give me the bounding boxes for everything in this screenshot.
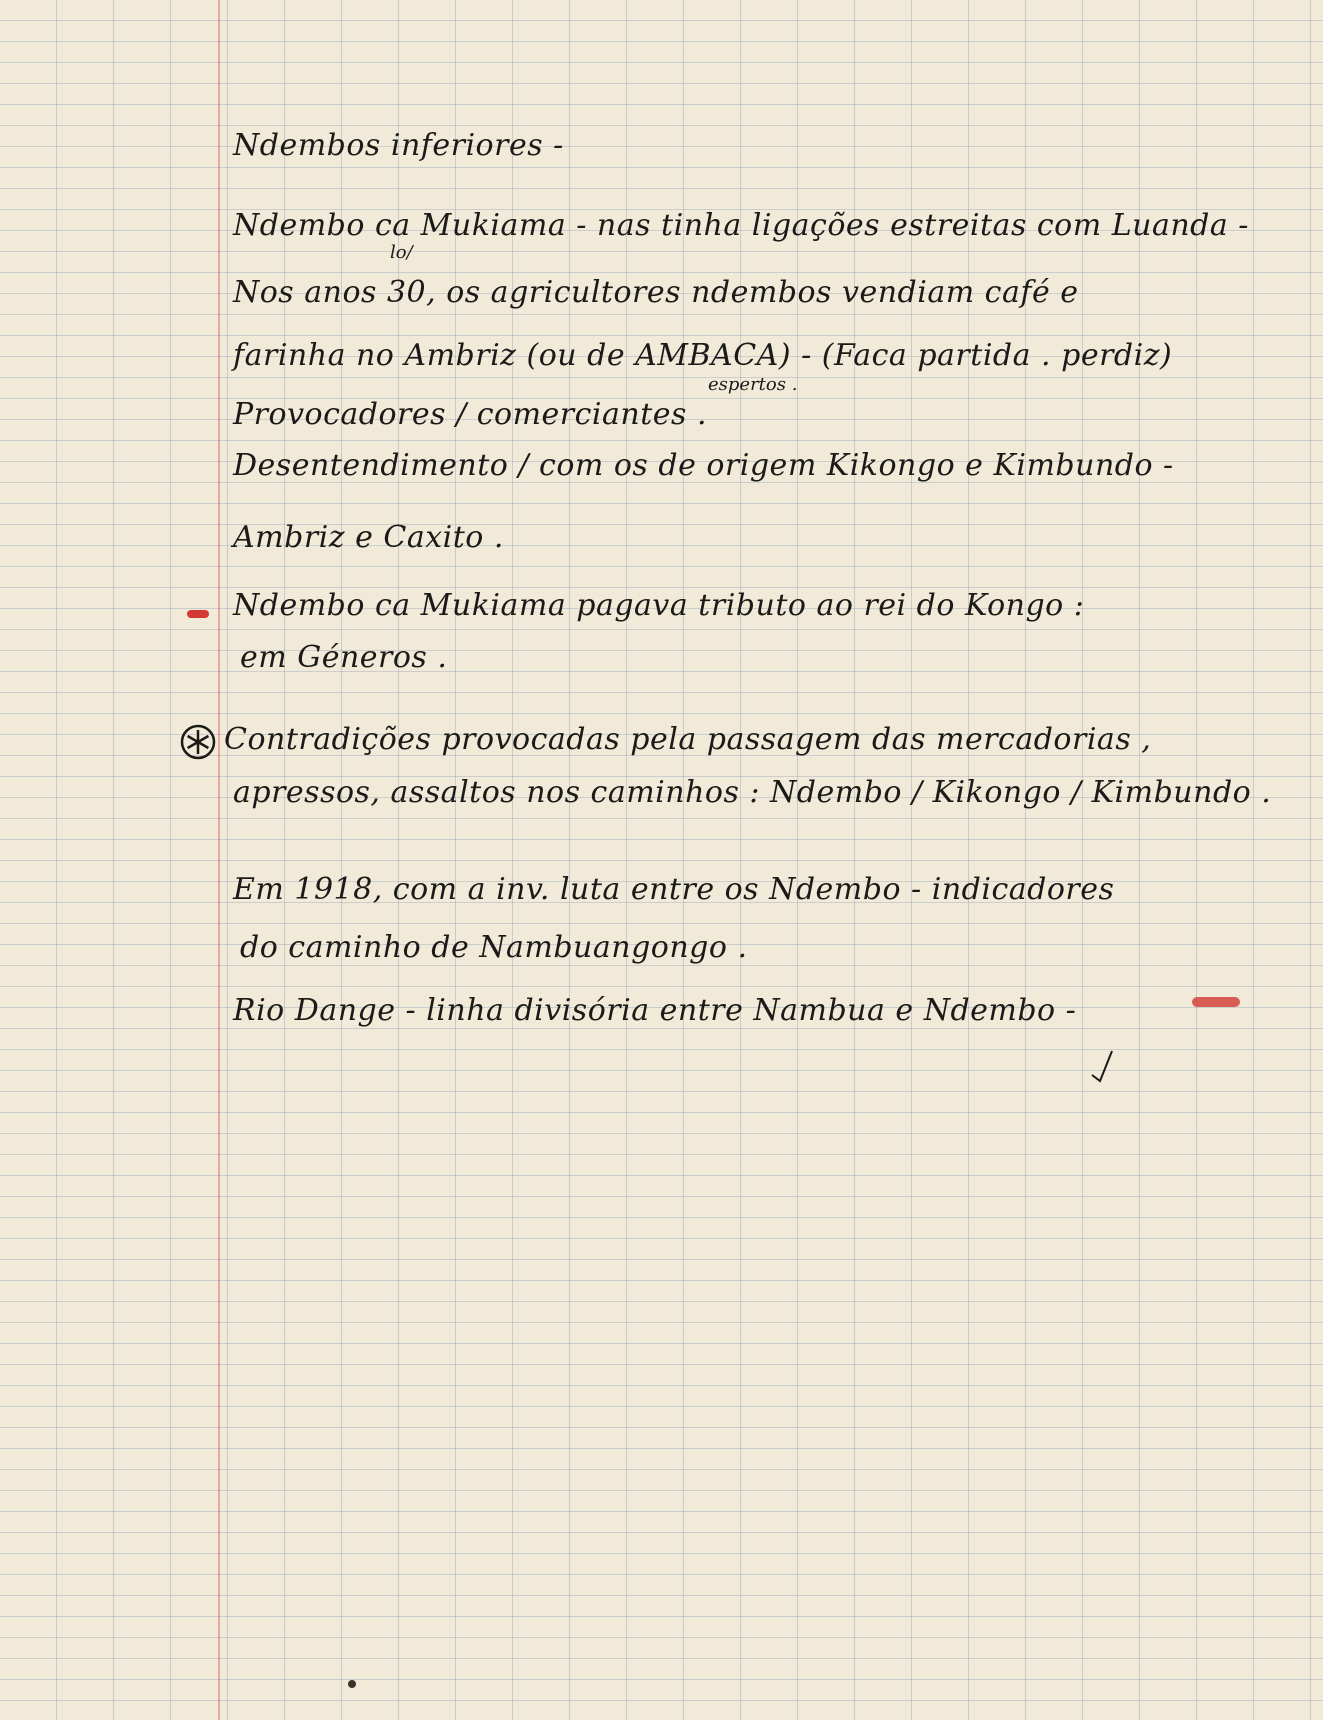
red-smudge-mark <box>1192 997 1240 1007</box>
insert-note-lo: lo/ <box>390 242 413 263</box>
insert-note-espertos: espertos . <box>708 374 798 395</box>
note-line-4: farinha no Ambriz (ou de AMBACA) - (Faca partida . perdiz) <box>233 338 1173 373</box>
note-line-6: Desentendimento / com os de origem Kikongo e Kimbundo - <box>233 448 1174 483</box>
note-line-10: Contradições provocadas pela passagem das mercadorias , <box>224 722 1152 757</box>
paper-dot <box>348 1680 356 1688</box>
note-line-12: Em 1918, com a inv. luta entre os Ndembo - indicadores <box>233 872 1115 907</box>
checkmark-icon <box>1090 1045 1130 1091</box>
red-margin-dash <box>187 610 209 618</box>
note-line-3: Nos anos 30, os agricultores ndembos vendiam café e <box>233 275 1079 310</box>
note-line-5: Provocadores / comerciantes . <box>233 397 708 432</box>
note-line-13: do caminho de Nambuangongo . <box>240 930 748 965</box>
note-line-14: Rio Dange - linha divisória entre Nambua e Ndembo - <box>233 993 1077 1028</box>
red-margin-line <box>218 0 220 1720</box>
note-line-9: em Géneros . <box>240 640 448 675</box>
note-line-2: Ndembo ca Mukiama - nas tinha ligações estreitas com Luanda - <box>233 208 1249 243</box>
note-line-8: Ndembo ca Mukiama pagava tributo ao rei do Kongo : <box>233 588 1085 623</box>
note-line-7: Ambriz e Caxito . <box>233 520 504 555</box>
asterisk-circle-icon <box>179 723 217 761</box>
note-line-11: apressos, assaltos nos caminhos : Ndembo / Kikongo / Kimbundo . <box>233 775 1272 810</box>
note-line-1: Ndembos inferiores - <box>233 128 564 163</box>
